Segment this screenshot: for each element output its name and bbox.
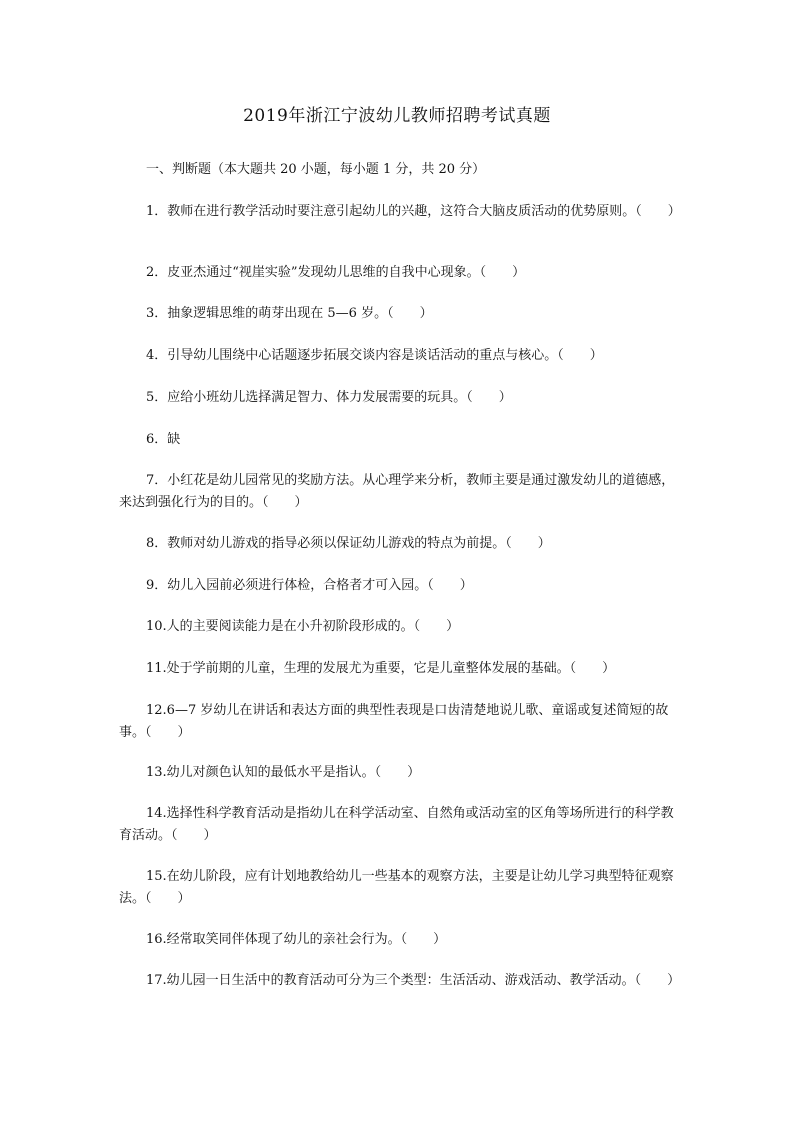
question-item: 15.在幼儿阶段，应有计划地教给幼儿一些基本的观察方法，主要是让幼儿学习典型特征观察法。（ ）: [119, 869, 674, 906]
question-item: 7．小红花是幼儿园常见的奖励方法。从心理学来分析，教师主要是通过激发幼儿的道德感，来达到强化行为的目的。（ ）: [119, 473, 675, 510]
question-item: 12.6—7 岁幼儿在讲话和表达方面的典型性表现是口齿清楚地说儿歌、童谣或复述简短的故事。（ ）: [119, 703, 669, 740]
question-item: 6．缺: [146, 432, 181, 447]
section-heading: 一、判断题（本大题共 20 小题，每小题 1 分，共 20 分）: [146, 162, 486, 177]
question-item: 1．教师在进行教学活动时要注意引起幼儿的兴趣，这符合大脑皮质活动的优势原则。（ ）: [146, 204, 681, 219]
question-item: 14.选择性科学教育活动是指幼儿在科学活动室、自然角或活动室的区角等场所进行的科学教育活动。（ ）: [119, 806, 674, 843]
question-item: 17.幼儿园一日生活中的教育活动可分为三个类型：生活活动、游戏活动、教学活动。（ ）: [146, 973, 681, 988]
question-item: 10.人的主要阅读能力是在小升初阶段形成的。（ ）: [146, 619, 460, 634]
question-item: 2．皮亚杰通过“视崖实验”发现幼儿思维的自我中心现象。（ ）: [146, 265, 526, 280]
question-item: 5．应给小班幼儿选择满足智力、体力发展需要的玩具。（ ）: [146, 390, 512, 405]
question-item: 9．幼儿入园前必须进行体检，合格者才可入园。（ ）: [146, 578, 473, 593]
question-item: 4．引导幼儿围绕中心话题逐步拓展交谈内容是谈话活动的重点与核心。（ ）: [146, 348, 603, 363]
question-item: 16.经常取笑同伴体现了幼儿的亲社会行为。（ ）: [146, 932, 447, 947]
question-item: 8．教师对幼儿游戏的指导必须以保证幼儿游戏的特点为前提。（ ）: [146, 536, 551, 551]
question-item: 13.幼儿对颜色认知的最低水平是指认。（ ）: [146, 765, 421, 780]
page-title: 2019年浙江宁波幼儿教师招聘考试真题: [243, 106, 551, 126]
question-item: 11.处于学前期的儿童，生理的发展尤为重要，它是儿童整体发展的基础。（ ）: [146, 661, 616, 676]
question-item: 3．抽象逻辑思维的萌芽出现在 5—6 岁。（ ）: [146, 306, 433, 321]
